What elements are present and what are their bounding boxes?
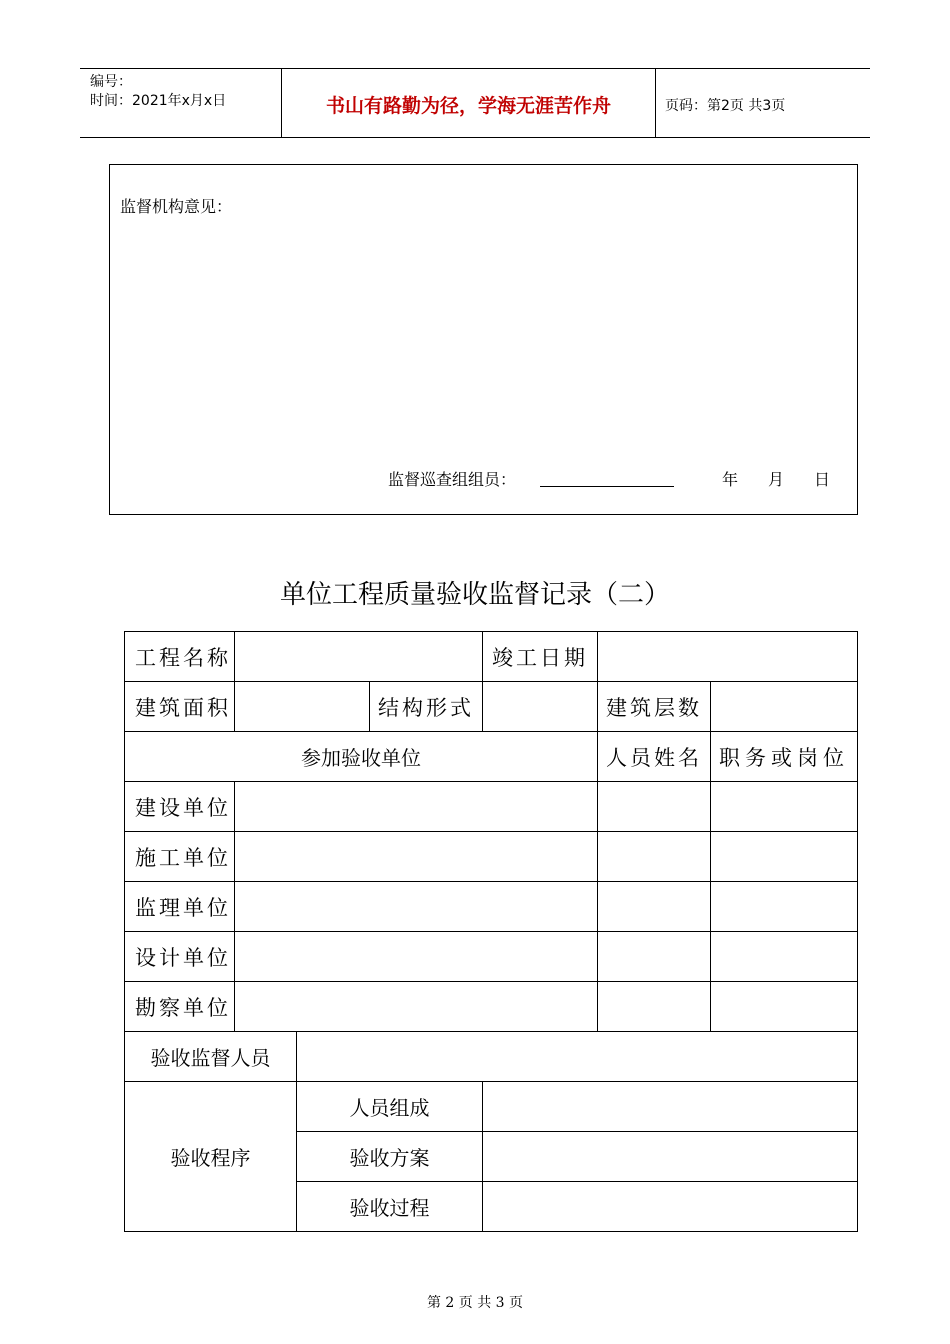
- table-row: [125, 732, 858, 782]
- unit-value[interactable]: [235, 782, 598, 832]
- unit-person-cell[interactable]: [598, 782, 711, 832]
- completion-date-value[interactable]: [598, 632, 858, 682]
- signature-label: 监督巡查组组员：: [388, 470, 517, 489]
- building-floors-label: 建筑层数: [598, 682, 711, 732]
- unit-label: 施工单位: [125, 832, 235, 882]
- unit-value[interactable]: [235, 882, 598, 932]
- opinion-label: 监督机构意见：: [120, 197, 233, 216]
- unit-position-cell[interactable]: [711, 932, 858, 982]
- supervision-opinion-box: [109, 164, 858, 515]
- time-label: 时间：2021年x月x日: [90, 93, 227, 109]
- header-page-number: 页码：第2页 共3页: [665, 98, 786, 114]
- unit-position-cell[interactable]: [711, 832, 858, 882]
- project-name-value[interactable]: [235, 632, 483, 682]
- procedure-item-label: 人员组成: [297, 1082, 483, 1132]
- unit-label: 勘察单位: [125, 982, 235, 1032]
- procedure-item-value[interactable]: [483, 1082, 858, 1132]
- procedure-item-value[interactable]: [483, 1182, 858, 1232]
- supervisors-label: 验收监督人员: [125, 1032, 297, 1082]
- project-name-label: 工程名称: [125, 632, 235, 682]
- acceptance-record-table: [124, 631, 858, 1232]
- unit-label: 设计单位: [125, 932, 235, 982]
- unit-value[interactable]: [235, 932, 598, 982]
- header-motto: 书山有路勤为径，学海无涯苦作舟: [325, 95, 611, 117]
- page-footer: 第 2 页 共 3 页: [426, 1295, 524, 1311]
- unit-person-cell[interactable]: [598, 882, 711, 932]
- date-day: 日: [814, 470, 831, 489]
- procedure-item-value[interactable]: [483, 1132, 858, 1182]
- table-row: [125, 632, 858, 682]
- participating-units-header: 参加验收单位: [125, 732, 598, 782]
- unit-person-cell[interactable]: [598, 832, 711, 882]
- table-row: [125, 682, 858, 732]
- page-title: 单位工程质量验收监督记录（二）: [279, 580, 670, 610]
- procedure-item-label: 验收方案: [297, 1132, 483, 1182]
- procedure-label: 验收程序: [125, 1082, 297, 1232]
- person-name-header: 人员姓名: [598, 732, 711, 782]
- building-area-value[interactable]: [235, 682, 370, 732]
- header-divider: [655, 69, 656, 137]
- serial-label: 编号：: [90, 74, 132, 90]
- completion-date-label: 竣工日期: [483, 632, 598, 682]
- structure-form-label: 结构形式: [370, 682, 483, 732]
- opinion-date: [722, 467, 830, 490]
- unit-value[interactable]: [235, 982, 598, 1032]
- unit-person-cell[interactable]: [598, 982, 711, 1032]
- unit-position-cell[interactable]: [711, 782, 858, 832]
- unit-position-cell[interactable]: [711, 882, 858, 932]
- position-header: 职务或岗位: [711, 732, 858, 782]
- building-area-label: 建筑面积: [125, 682, 235, 732]
- header-meta: [90, 73, 226, 111]
- table-row: [125, 932, 858, 982]
- table-row: [125, 782, 858, 832]
- table-row: [125, 832, 858, 882]
- unit-person-cell[interactable]: [598, 932, 711, 982]
- unit-position-cell[interactable]: [711, 982, 858, 1032]
- building-floors-value[interactable]: [711, 682, 858, 732]
- structure-form-value[interactable]: [483, 682, 598, 732]
- table-row: [125, 882, 858, 932]
- signature-line: [540, 486, 674, 487]
- table-row: [125, 1082, 858, 1132]
- table-row: [125, 1032, 858, 1082]
- procedure-item-label: 验收过程: [297, 1182, 483, 1232]
- page-header: [80, 68, 870, 138]
- unit-value[interactable]: [235, 832, 598, 882]
- date-month: 月: [768, 470, 785, 489]
- date-year: 年: [722, 470, 739, 489]
- supervisors-value[interactable]: [297, 1032, 858, 1082]
- unit-label: 建设单位: [125, 782, 235, 832]
- table-row: [125, 982, 858, 1032]
- unit-label: 监理单位: [125, 882, 235, 932]
